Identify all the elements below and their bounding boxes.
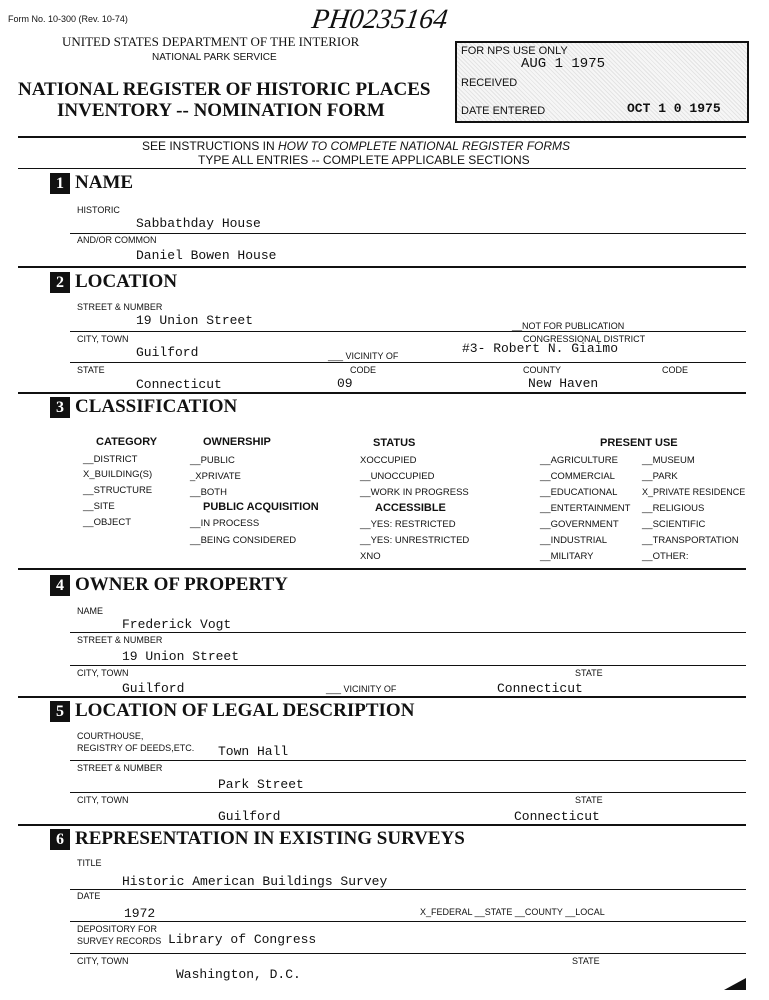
survey-title-label: TITLE [77,858,102,868]
continuation-arrow-icon [722,972,748,992]
instructions-form-title: HOW TO COMPLETE NATIONAL REGISTER FORMS [278,139,571,153]
code-value: 09 [337,376,353,391]
street-label: STREET & NUMBER [77,302,163,312]
field-line [70,362,746,363]
entered-label: DATE ENTERED [461,105,546,117]
section-6-title: REPRESENTATION IN EXISTING SURVEYS [75,828,465,849]
owner-vicinity-label: ___ VICINITY OF [326,684,397,694]
owner-city-label: CITY, TOWN [77,668,129,678]
present-use-option: __OTHER: [642,551,689,562]
section-1-title: NAME [75,172,134,193]
present-use-option: __RELIGIOUS [642,503,705,514]
owner-name-label: NAME [77,606,104,616]
present-use-option: __MILITARY [540,551,594,562]
legal-state: Connecticut [514,809,600,824]
field-line [70,331,746,332]
street-value: 19 Union Street [136,313,254,328]
registry-label: REGISTRY OF DEEDS,ETC. [77,743,195,753]
congressional-value: #3- Robert N. Giaimo [462,341,619,356]
code-label: CODE [350,365,377,375]
nps-use-label: FOR NPS USE ONLY [461,45,568,57]
county-label: COUNTY [523,365,561,375]
field-line [70,760,746,761]
section-4-title: OWNER OF PROPERTY [75,574,288,595]
courthouse-label: COURTHOUSE, [77,731,144,741]
historic-name: Sabbathday House [136,216,261,231]
survey-levels: X_FEDERAL __STATE __COUNTY __LOCAL [420,907,605,917]
field-line [70,921,746,922]
department: UNITED STATES DEPARTMENT OF THE INTERIOR [62,34,360,49]
instructions-line-1 [142,139,570,153]
legal-street: Park Street [218,777,304,792]
acquisition-option: __IN PROCESS [190,518,260,529]
divider [18,266,746,268]
courthouse-value: Town Hall [218,744,289,759]
form-number: Form No. 10-300 (Rev. 10-74) [8,14,128,24]
owner-name: Frederick Vogt [122,617,232,632]
form-title-2: INVENTORY -- NOMINATION FORM [57,100,385,121]
section-3-number: 3 [50,397,70,418]
section-2-title: LOCATION [75,271,178,292]
acquisition-option: __BEING CONSIDERED [190,535,297,546]
status-option: XOCCUPIED [360,455,417,466]
survey-date-label: DATE [77,891,101,901]
divider [18,696,746,698]
section-4-number: 4 [50,575,70,596]
not-for-publication: __NOT FOR PUBLICATION [512,321,625,331]
county-value: New Haven [528,376,599,391]
status-option: __WORK IN PROGRESS [360,487,469,498]
category-option: __DISTRICT [83,454,138,465]
received-date: AUG 1 1975 [521,56,606,72]
legal-street-label: STREET & NUMBER [77,763,163,773]
present-use-option: __INDUSTRIAL [540,535,608,546]
nps-use-box [455,41,749,123]
present-use-option: __COMMERCIAL [540,471,615,482]
ownership-header: OWNERSHIP [203,436,271,448]
section-6-number: 6 [50,829,70,850]
section-5-number: 5 [50,701,70,722]
city-value: Guilford [136,345,199,360]
present-use-option: X_PRIVATE RESIDENCE [642,487,746,497]
service: NATIONAL PARK SERVICE [152,52,277,63]
status-option: __UNOCCUPIED [360,471,435,482]
depository-value: Library of Congress [168,932,317,947]
depository-label-2: SURVEY RECORDS [77,936,162,946]
present-use-option: __PARK [642,471,678,482]
state-value: Connecticut [136,377,222,392]
instructions-text: SEE INSTRUCTIONS IN [142,139,279,153]
divider [18,568,746,570]
legal-city-label: CITY, TOWN [77,795,129,805]
category-header: CATEGORY [96,436,158,448]
present-use-option: __SCIENTIFIC [642,519,706,530]
depository-state-label: STATE [572,956,600,966]
ownership-option: _XPRIVATE [190,471,241,482]
section-3-title: CLASSIFICATION [75,396,238,417]
ownership-option: __PUBLIC [190,455,235,466]
owner-state: Connecticut [497,681,583,696]
owner-state-label: STATE [575,668,603,678]
instructions-line-2: TYPE ALL ENTRIES -- COMPLETE APPLICABLE SECTIONS [198,153,530,167]
present-use-option: __GOVERNMENT [540,519,619,530]
accessible-header: ACCESSIBLE [375,502,446,514]
survey-title: Historic American Buildings Survey [122,874,388,889]
present-use-option: __MUSEUM [642,455,695,466]
survey-date: 1972 [124,906,156,921]
field-line [70,889,746,890]
vicinity-label: ___ VICINITY OF [328,351,399,361]
category-option: __SITE [83,501,115,512]
present-use-option: __AGRICULTURE [540,455,618,466]
field-line [70,953,746,954]
common-label: AND/OR COMMON [77,235,157,245]
section-5-title: LOCATION OF LEGAL DESCRIPTION [75,700,415,721]
ownership-option: __BOTH [190,487,227,498]
category-option: __STRUCTURE [83,485,153,496]
accessible-option: __YES: UNRESTRICTED [360,535,470,546]
present-use-option: __EDUCATIONAL [540,487,618,498]
section-2-number: 2 [50,272,70,293]
present-use-option: __TRANSPORTATION [642,535,739,546]
category-option: __OBJECT [83,517,132,528]
legal-city: Guilford [218,809,281,824]
section-1-number: 1 [50,173,70,194]
field-line [70,632,746,633]
divider [18,824,746,826]
owner-street: 19 Union Street [122,649,240,664]
accessible-option: __YES: RESTRICTED [360,519,456,530]
acquisition-header: PUBLIC ACQUISITION [203,501,319,513]
congressional-label: CONGRESSIONAL DISTRICT [523,334,646,344]
depository-label-1: DEPOSITORY FOR [77,924,158,934]
field-line [70,792,746,793]
code2-label: CODE [662,365,689,375]
divider [18,136,746,138]
owner-city: Guilford [122,681,185,696]
form-title-1: NATIONAL REGISTER OF HISTORIC PLACES [18,79,431,100]
accessible-option: XNO [360,551,381,562]
received-label: RECEIVED [461,77,518,89]
handwritten-id: PH0235164 [309,4,450,35]
depository-city-label: CITY, TOWN [77,956,129,966]
owner-street-label: STREET & NUMBER [77,635,163,645]
legal-state-label: STATE [575,795,603,805]
divider [18,168,746,169]
field-line [70,233,746,234]
present-use-option: __ENTERTAINMENT [540,503,631,514]
divider [18,392,746,394]
city-label: CITY, TOWN [77,334,129,344]
historic-label: HISTORIC [77,205,120,215]
field-line [70,665,746,666]
category-option: X_BUILDING(S) [83,469,153,480]
common-name: Daniel Bowen House [136,248,277,263]
entered-date: OCT 1 0 1975 [627,101,721,116]
state-label: STATE [77,365,105,375]
present-use-header: PRESENT USE [600,437,678,449]
status-header: STATUS [373,437,416,449]
depository-city: Washington, D.C. [176,967,301,982]
